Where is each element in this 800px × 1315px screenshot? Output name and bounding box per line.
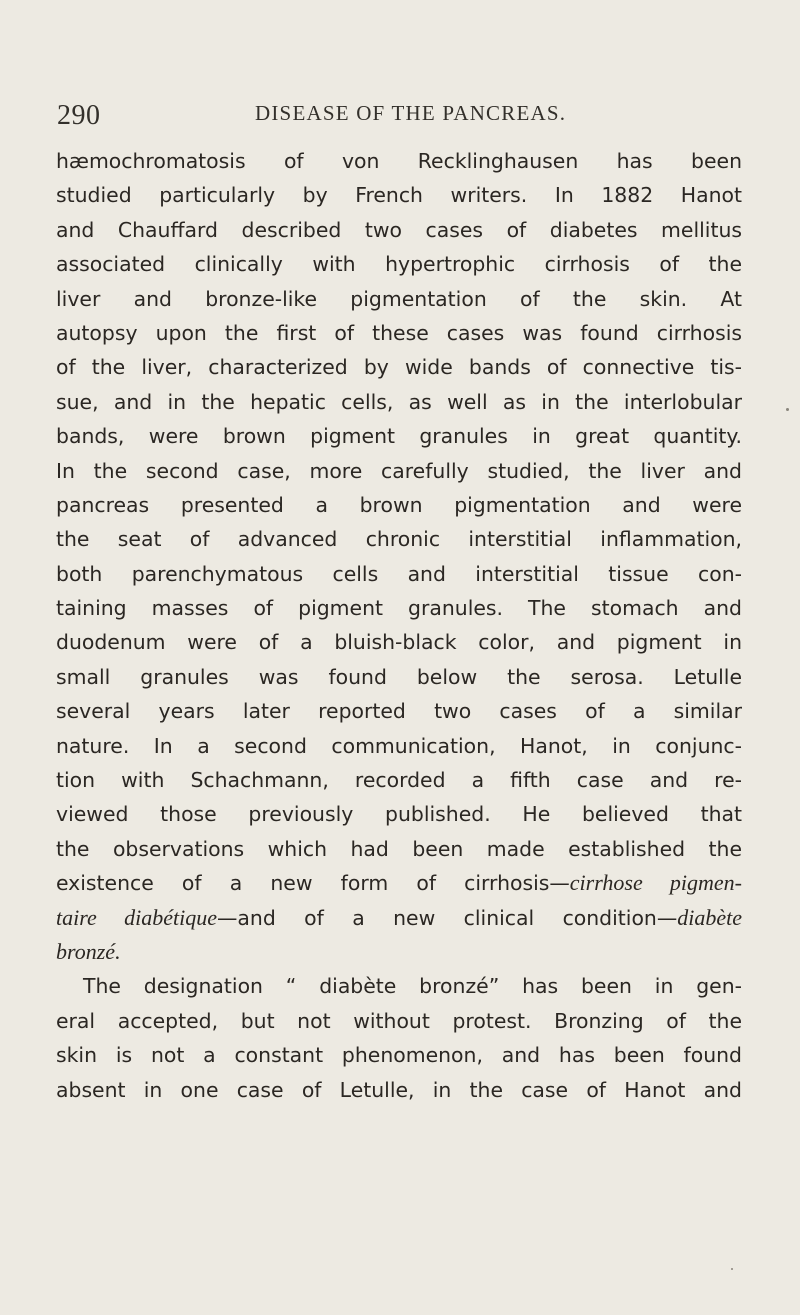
text-line: the observations which had been made established the [56, 836, 742, 861]
text-line: pancreas presented a brown pigmentation and were [56, 492, 742, 517]
text-line: eral accepted, but not without protest. Bronzing of the [56, 1008, 742, 1033]
text-line: viewed those previously published. He believed that [56, 802, 742, 827]
text-line: and Chauffard described two cases of diabetes mellitus [56, 217, 742, 242]
text-line: small granules was found below the serosa. Letulle [56, 664, 742, 689]
italic-term: bronzé. [56, 938, 121, 964]
page-header [0, 97, 800, 133]
text-line [56, 866, 742, 900]
text-line: In the second case, more carefully studied, the liver and [56, 458, 742, 483]
text-line: the seat of advanced chronic interstitial inflammation, [56, 527, 742, 552]
running-head: DISEASE OF THE PANCREAS. [255, 101, 567, 125]
text-line: liver and bronze-like pigmentation of the skin. At [56, 286, 742, 311]
italic-term: taire diabétique [56, 904, 218, 930]
text-line: absent in one case of Letulle, in the case of Hanot and [56, 1077, 742, 1102]
text-line [56, 935, 742, 969]
text-line: several years later reported two cases of a similar [56, 699, 742, 724]
text-line: both parenchymatous cells and interstitial tissue con- [56, 561, 742, 586]
text-line: hæmochromatosis of von Recklinghausen has been [56, 149, 742, 173]
page-number: 290 [57, 100, 101, 131]
italic-term: diabète [677, 904, 743, 930]
text-line: associated clinically with hypertrophic cirrhosis of the [56, 252, 742, 277]
paragraph-first-line: The designation “ diabète bronzé” has been in gen- [83, 974, 742, 999]
paper-speck [731, 1268, 733, 1270]
text-line: bands, were brown pigment granules in great quantity. [56, 424, 742, 449]
text-fragment: existence of a new form of cirrhosis— [56, 871, 570, 896]
text-fragment: —and of a new clinical condition— [217, 905, 678, 930]
text-line: of the liver, characterized by wide bands of connective tis- [56, 355, 742, 380]
text-line: taining masses of pigment granules. The stomach and [56, 596, 742, 621]
text-line: tion with Schachmann, recorded a fifth case and re- [56, 768, 742, 793]
text-line: nature. In a second communication, Hanot, in conjunc- [56, 733, 742, 758]
text-line: duodenum were of a bluish-black color, and pigment in [56, 630, 742, 655]
text-line: autopsy upon the first of these cases was found cirrhosis [56, 320, 742, 345]
text-line: sue, and in the hepatic cells, as well as in the interlobular [56, 389, 742, 414]
paper-speck [786, 408, 789, 411]
body-text [56, 144, 742, 1107]
text-line: studied particularly by French writers. In 1882 Hanot [56, 183, 742, 208]
text-line: skin is not a constant phenomenon, and has been found [56, 1043, 742, 1068]
italic-term: cirrhose pigmen- [569, 870, 742, 896]
text-line [56, 901, 742, 935]
